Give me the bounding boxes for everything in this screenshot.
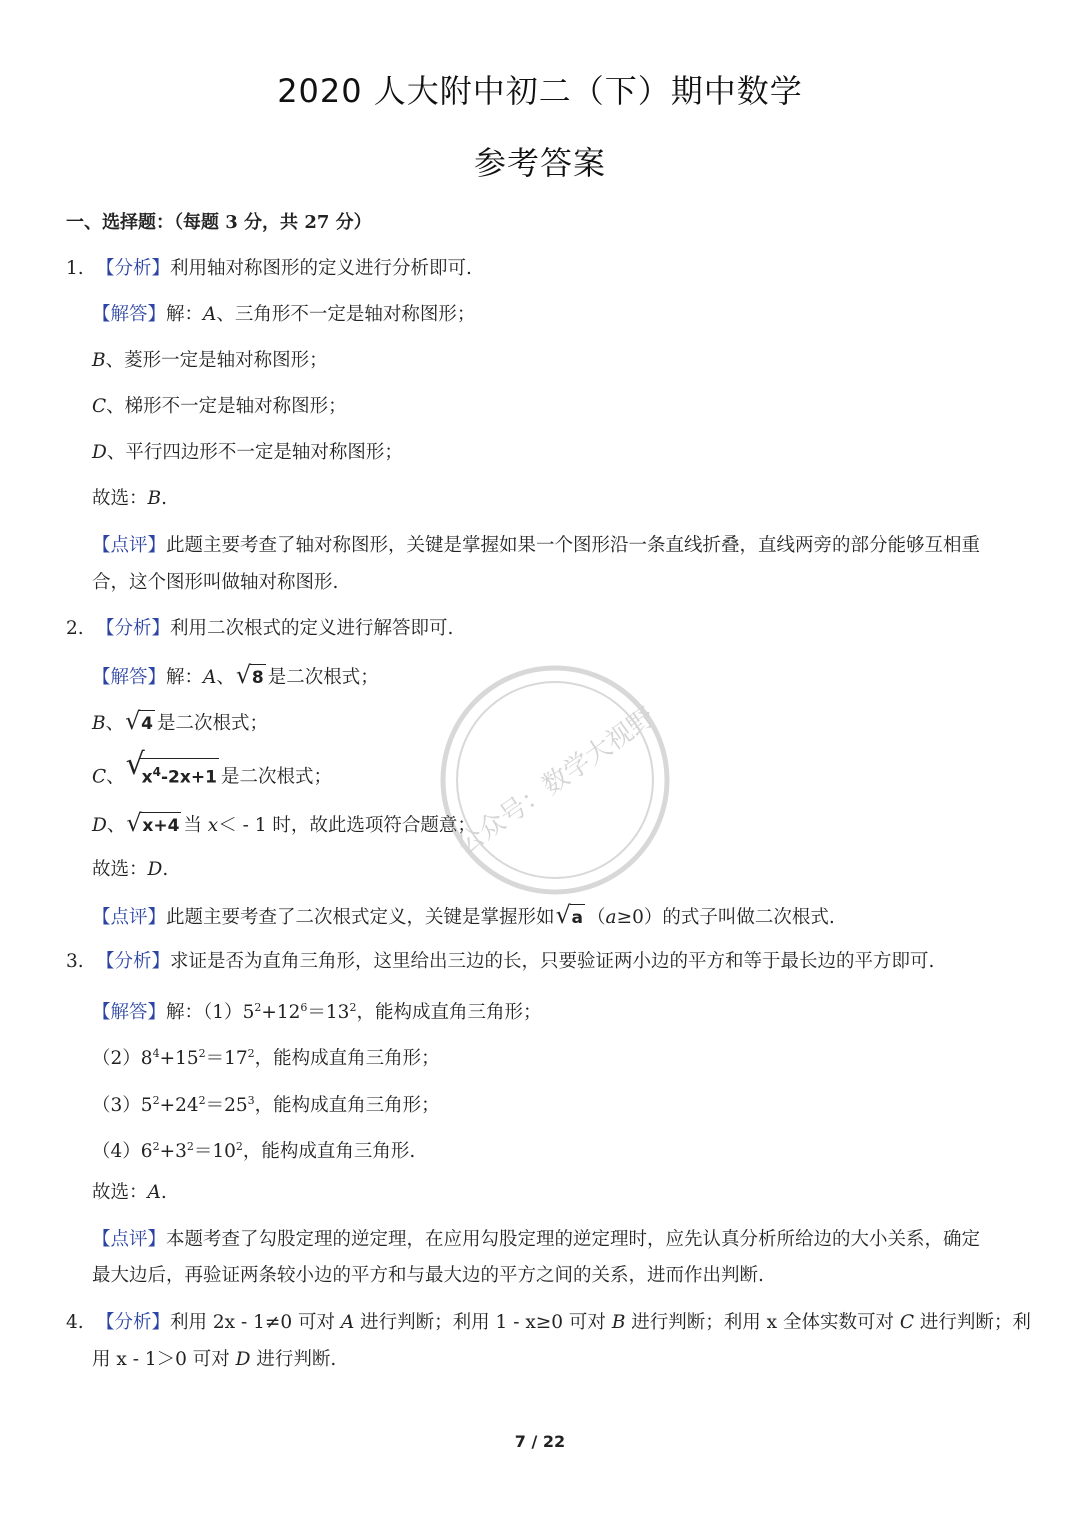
q3-number: 3. [66, 951, 84, 972]
choice-letter: D [147, 859, 163, 880]
eq-term: ＝10 [193, 1141, 236, 1163]
variable: x [207, 815, 219, 836]
sqrt-expression [237, 664, 266, 690]
radicand [140, 758, 219, 790]
analysis-text: 进行判断；利用 x 全体实数可对 [625, 1312, 900, 1333]
analysis-tag: 【分析】 [96, 258, 171, 279]
comment-text: 此题主要考查了轴对称图形，关键是掌握如果一个图形沿一条直线折叠，直线两旁的部分能够互相重 [166, 535, 981, 556]
period: . [162, 859, 169, 880]
option-letter: B [92, 350, 106, 371]
comment-tag: 【点评】 [92, 907, 167, 928]
comment-text: ≥0）的式子叫做二次根式. [616, 907, 835, 928]
variable: a [605, 907, 617, 928]
q1-answer [92, 303, 475, 327]
q3-comment-cont: 最大边后，再验证两条较小边的平方和与最大边的平方之间的关系，进而作出判断. [92, 1265, 764, 1286]
eq-exponent: 2 [349, 1001, 357, 1014]
analysis-text: 利用 2x - 1≠0 可对 [170, 1312, 341, 1333]
equation-label: （1） [203, 1002, 243, 1024]
watermark-text: 公众号：数学大视野 [451, 702, 661, 862]
option-letter: D [235, 1349, 251, 1370]
q2-option-c [92, 758, 332, 790]
q4-analysis [66, 1311, 1031, 1335]
eq-term: ＝17 [205, 1048, 248, 1070]
eq-exponent: 2 [152, 1140, 160, 1153]
eq-term: +15 [159, 1048, 199, 1070]
radicand: 4 [139, 710, 155, 736]
option-letter: B [92, 713, 106, 734]
q3-comment [92, 1228, 980, 1252]
eq-text: ，能构成直角三角形； [254, 1048, 440, 1070]
option-text: 当 [183, 815, 208, 836]
analysis-text: 进行判断；利 [914, 1312, 1031, 1333]
analysis-text: 用 x - 1＞0 可对 [92, 1349, 236, 1370]
analysis-text: 进行判断. [250, 1349, 337, 1370]
eq-text: ，能构成直角三角形； [356, 1002, 542, 1024]
choice-letter: A [147, 1182, 161, 1203]
radicand: a [570, 904, 585, 930]
q2-option-b [92, 710, 268, 736]
eq-term: ＝25 [205, 1095, 248, 1117]
q1-option-b [92, 349, 328, 373]
comment-text: 本题考查了勾股定理的逆定理，在应用勾股定理的逆定理时，应先认真分析所给边的大小关系，确定 [166, 1229, 981, 1250]
equation-label: （4） [92, 1141, 141, 1163]
watermark-seal-icon [435, 660, 675, 900]
option-letter: A [203, 667, 217, 688]
q2-answer [92, 664, 379, 690]
period: . [160, 1182, 167, 1203]
comment-tag: 【点评】 [92, 1229, 167, 1250]
q3-eq4 [92, 1135, 415, 1164]
option-text: 是二次根式； [156, 713, 268, 734]
option-letter: C [92, 396, 107, 417]
eq-exponent: 2 [254, 1001, 262, 1014]
q3-analysis-text: 求证是否为直角三角形，这里给出三边的长，只要验证两小边的平方和等于最长边的平方即可. [170, 951, 935, 972]
page-title: 2020 人大附中初二（下）期中数学 [277, 72, 803, 110]
option-text: ＜ - 1 时，故此选项符合题意； [218, 815, 476, 836]
q1-option-d [92, 441, 403, 465]
choice-prefix: 故选： [92, 859, 148, 880]
q2-choice [92, 858, 168, 882]
option-letter: B [611, 1312, 626, 1333]
analysis-text: 进行判断；利用 1 - x≥0 可对 [354, 1312, 612, 1333]
eq-text: ，能构成直角三角形； [254, 1095, 440, 1117]
page-subtitle: 参考答案 [473, 144, 606, 182]
answer-prefix: 解： [166, 1002, 204, 1024]
sqrt-expression [127, 812, 181, 838]
equation-label: （2） [92, 1048, 141, 1070]
page-number: 7 / 22 [514, 1432, 566, 1451]
comment-text: 此题主要考查了二次根式定义，关键是掌握形如 [166, 907, 555, 928]
q1-analysis [66, 257, 472, 281]
q2-comment [92, 904, 835, 930]
eq-exponent: 3 [247, 1094, 255, 1107]
option-letter: D [92, 815, 107, 836]
q4-number: 4. [66, 1312, 84, 1333]
eq-exponent: 6 [300, 1001, 308, 1014]
analysis-tag: 【分析】 [96, 1312, 171, 1333]
eq-exponent: 2 [186, 1140, 194, 1153]
eq-term: 6 [140, 1141, 153, 1163]
answer-tag: 【解答】 [92, 667, 167, 688]
option-text: 、菱形一定是轴对称图形； [105, 350, 328, 371]
option-text: 、梯形不一定是轴对称图形； [106, 396, 347, 417]
option-text: 是二次根式； [220, 766, 332, 788]
sqrt-expression [127, 758, 219, 790]
separator: 、 [106, 766, 125, 788]
option-letter: C [92, 766, 107, 788]
eq-exponent: 2 [198, 1094, 206, 1107]
q4-analysis-cont [92, 1348, 336, 1372]
answer-prefix: 解： [166, 667, 204, 688]
q2-option-d [92, 812, 476, 838]
section-heading: 一、选择题：（每题 3 分，共 27 分） [66, 212, 372, 233]
eq-exponent: 2 [198, 1047, 206, 1060]
eq-exponent: 2 [247, 1047, 255, 1060]
q1-choice [92, 487, 167, 511]
eq-term: +12 [261, 1002, 301, 1024]
q1-comment-cont: 合，这个图形叫做轴对称图形. [92, 572, 339, 593]
q3-analysis [66, 950, 934, 974]
q2-number: 2. [66, 618, 84, 639]
sqrt-expression [126, 710, 155, 736]
eq-term: +3 [159, 1141, 187, 1163]
q2-analysis-text: 利用二次根式的定义进行解答即可. [170, 618, 454, 639]
radicand: x+4 [140, 812, 181, 838]
period: . [161, 488, 168, 509]
option-text: 、三角形不一定是轴对称图形； [216, 304, 476, 325]
choice-prefix: 故选： [92, 1182, 148, 1203]
eq-term: +24 [159, 1095, 199, 1117]
q1-analysis-text: 利用轴对称图形的定义进行分析即可. [170, 258, 472, 279]
choice-letter: B [147, 488, 162, 509]
q3-answer [92, 996, 541, 1025]
comment-tag: 【点评】 [92, 535, 167, 556]
separator: 、 [105, 713, 125, 734]
radicand-rest: -2x+1 [161, 767, 217, 788]
eq-exponent: 2 [152, 1094, 160, 1107]
eq-term: ＝13 [307, 1002, 350, 1024]
radicand-base: x [141, 767, 153, 788]
q3-eq3 [92, 1089, 440, 1118]
equation-label: （3） [92, 1095, 141, 1117]
answer-prefix: 解： [166, 304, 204, 325]
q1-number: 1. [66, 258, 84, 279]
analysis-tag: 【分析】 [96, 618, 171, 639]
q2-analysis [66, 617, 453, 641]
eq-exponent: 4 [152, 1047, 160, 1060]
q3-choice [92, 1181, 167, 1205]
separator: 、 [106, 815, 126, 836]
option-letter: A [340, 1312, 355, 1333]
answer-tag: 【解答】 [92, 304, 167, 325]
analysis-tag: 【分析】 [96, 951, 171, 972]
separator: 、 [216, 667, 235, 688]
choice-prefix: 故选： [92, 488, 148, 509]
comment-text: （ [587, 907, 606, 928]
sqrt-expression [557, 904, 585, 930]
option-text: 、平行四边形不一定是轴对称图形； [106, 442, 403, 463]
eq-exponent: 2 [235, 1140, 243, 1153]
radicand: 8 [250, 664, 266, 690]
radicand-exponent: 4 [152, 765, 161, 779]
option-letter: A [203, 304, 217, 325]
eq-term: 5 [140, 1095, 153, 1117]
q3-eq2 [92, 1042, 440, 1071]
eq-term: 5 [242, 1002, 255, 1024]
eq-term: 8 [140, 1048, 153, 1070]
option-letter: D [92, 442, 107, 463]
option-text: 是二次根式； [267, 667, 379, 688]
q1-comment [92, 534, 980, 558]
eq-text: ，能构成直角三角形. [242, 1141, 416, 1163]
answer-tag: 【解答】 [92, 1002, 167, 1024]
option-letter: C [899, 1312, 915, 1333]
q1-option-c [92, 395, 347, 419]
